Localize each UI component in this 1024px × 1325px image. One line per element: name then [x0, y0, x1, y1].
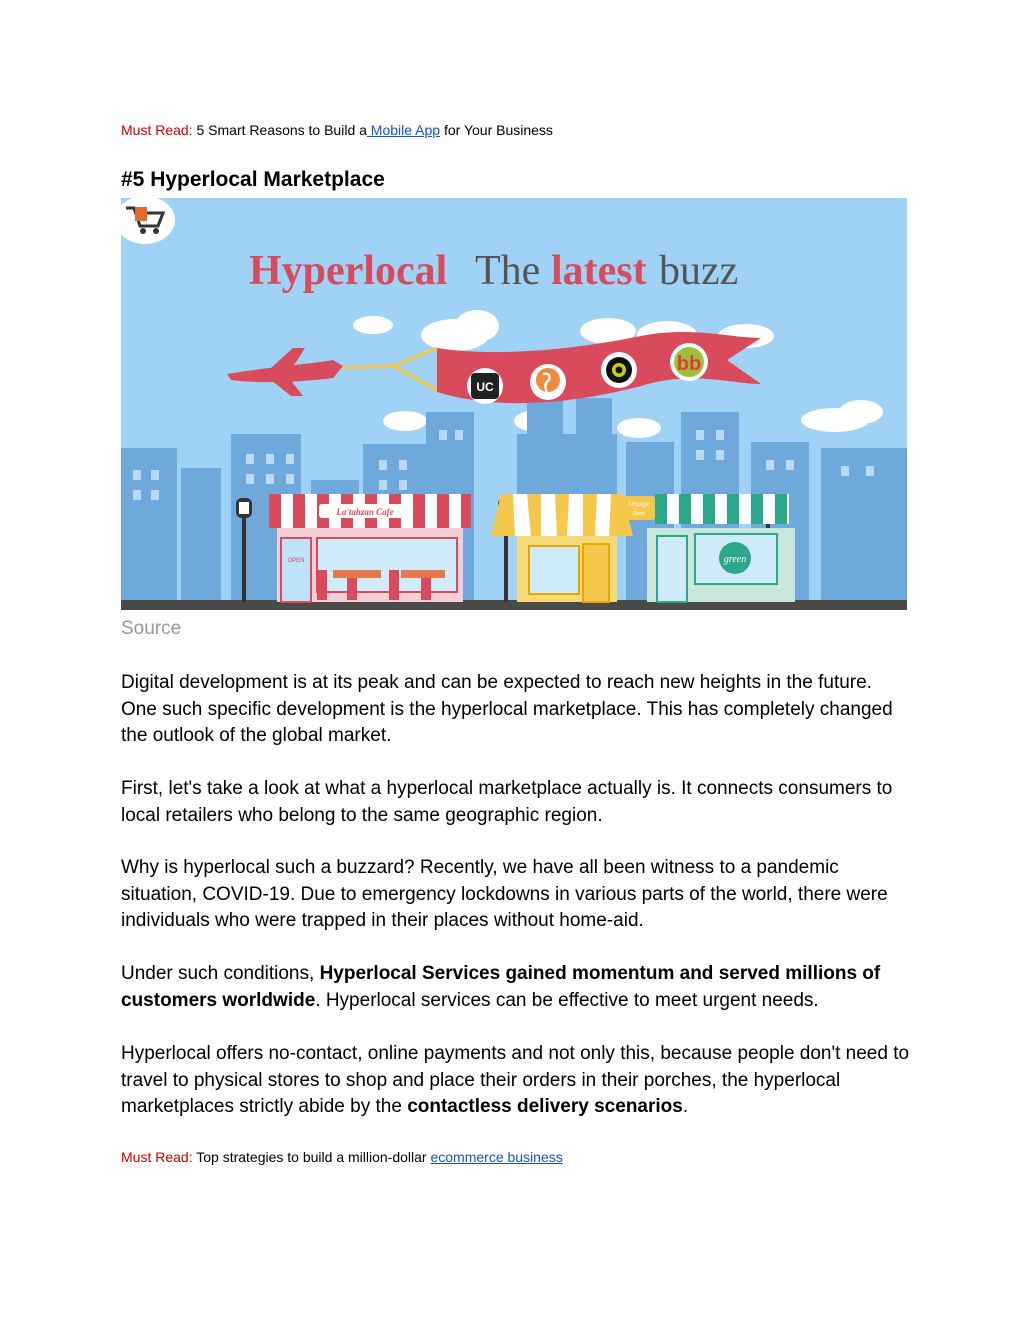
hero-word-the: The — [475, 248, 541, 294]
hero-image — [121, 198, 907, 610]
paragraph-1: Digital development is at its peak and can be expected to reach new heights in the future. One such specific development is the hyperlocal marketplace. This has completely changed the outlook of the global market. — [121, 672, 893, 746]
bold-phrase: Hyperlocal Services gained momentum and served millions of customers worldwide — [121, 963, 881, 1011]
must-read-text: 5 Smart Reasons to Build a — [196, 122, 367, 138]
green-shop — [623, 494, 795, 602]
hero-word-hyperlocal: Hyperlocal — [249, 248, 448, 294]
paragraph-5: Hyperlocal offers no-contact, online payments and not only this, because people don't need to travel to physical stores to shop and place their orders in their porches, the hyperlocal marketplaces strictly abide by the contactless delivery scenarios. — [121, 1043, 910, 1117]
swiggy-logo-icon — [530, 364, 566, 400]
must-read-label: Must Read: — [121, 1149, 193, 1165]
hero-word-buzz: buzz — [659, 248, 739, 294]
hero-word-latest: latest — [551, 248, 647, 294]
paragraph-3: Why is hyperlocal such a buzzard? Recently, we have all been witness to a pandemic situation, COVID-19. Due to emergency lockdowns in various parts of the world, there were individuals who were trapped in their places without home-aid. — [121, 857, 888, 931]
must-read-text: Top strategies to build a million-dollar — [192, 1149, 431, 1165]
ola-logo-icon — [601, 352, 637, 388]
orange-sign-line2: Store — [633, 511, 645, 517]
must-read-top — [121, 121, 553, 139]
must-read-bottom — [121, 1148, 563, 1166]
cafe-sign: La'tahzan Cafe — [336, 507, 394, 517]
section-heading: #5 Hyperlocal Marketplace — [121, 168, 385, 191]
orange-sign-line1: Orange — [628, 500, 650, 508]
paragraph-2: First, let's take a look at what a hyperlocal marketplace actually is. It connects consumers to local retailers who belong to the same geographic region. — [121, 778, 893, 826]
paragraph-4: Under such conditions, Hyperlocal Services gained momentum and served millions of customers worldwide. Hyperlocal services can be effective to meet urgent needs. — [121, 963, 881, 1011]
bold-phrase: contactless delivery scenarios — [407, 1096, 683, 1117]
cafe-shop — [269, 494, 471, 602]
must-read-label: Must Read: — [121, 122, 193, 138]
image-caption: Source — [121, 618, 182, 639]
uc-logo-icon — [467, 368, 503, 404]
open-sign: OPEN — [287, 558, 305, 564]
must-read-text-after: for Your Business — [440, 122, 553, 138]
mobile-app-link[interactable]: Mobile App — [366, 122, 441, 138]
svg-text:UC: UC — [476, 380, 494, 394]
svg-text:bb: bb — [676, 353, 702, 375]
ecommerce-business-link[interactable]: ecommerce business — [430, 1149, 563, 1165]
green-sign: green — [723, 554, 747, 565]
bigbasket-logo-icon — [670, 343, 708, 381]
